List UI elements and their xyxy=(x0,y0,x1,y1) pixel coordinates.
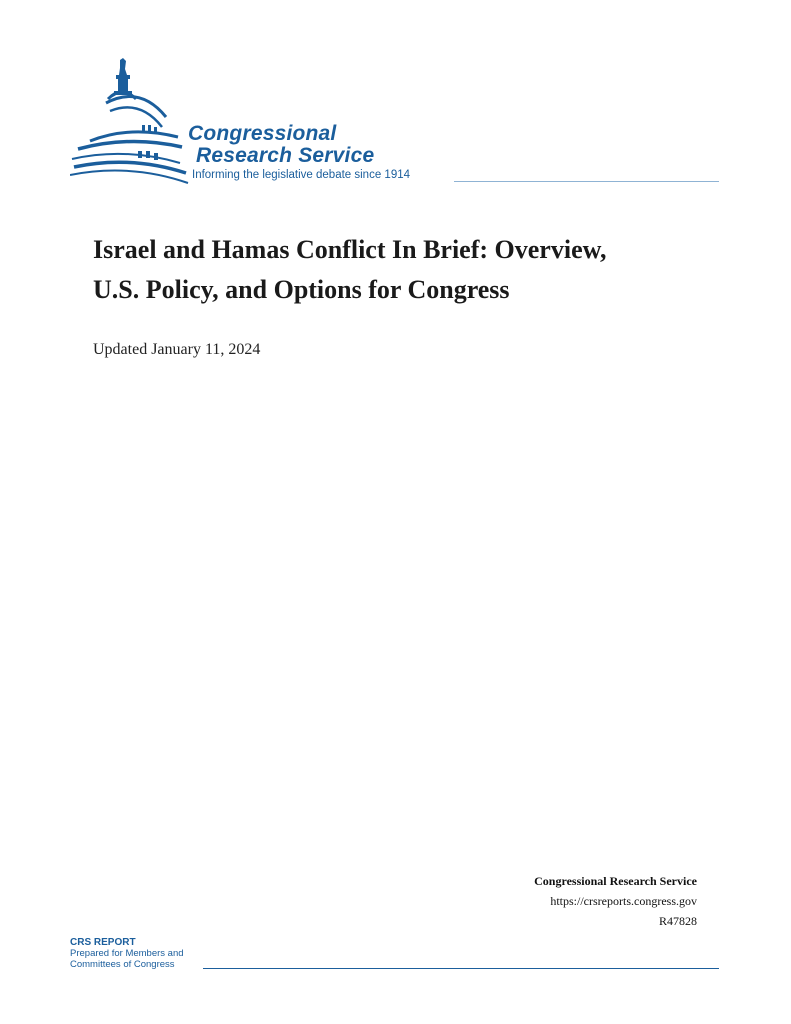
organization-name: Congressional Research Service xyxy=(534,874,697,888)
report-title-line-1: Israel and Hamas Conflict In Brief: Overview, xyxy=(93,235,607,264)
crs-logo xyxy=(70,55,720,195)
logo-divider xyxy=(454,181,719,182)
updated-date: Updated January 11, 2024 xyxy=(93,341,261,358)
logo-wordmark xyxy=(188,123,374,167)
crs-info-block xyxy=(534,871,697,931)
logo-tagline: Informing the legislative debate since 1914 xyxy=(192,169,411,181)
report-title-line-2: U.S. Policy, and Options for Congress xyxy=(93,275,510,304)
logo-line-2: Research Service xyxy=(196,144,375,167)
footer-divider xyxy=(203,968,719,969)
capitol-dome-icon xyxy=(70,55,200,190)
footer-label xyxy=(70,937,184,970)
logo-line-1: Congressional xyxy=(188,122,337,145)
report-title xyxy=(93,230,733,310)
footer-line-2: Committees of Congress xyxy=(70,959,175,970)
crs-url-link[interactable]: https://crsreports.congress.gov xyxy=(550,894,697,908)
footer-report-label: CRS REPORT xyxy=(70,937,136,948)
footer-line-1: Prepared for Members and xyxy=(70,948,184,959)
report-number: R47828 xyxy=(658,914,697,928)
